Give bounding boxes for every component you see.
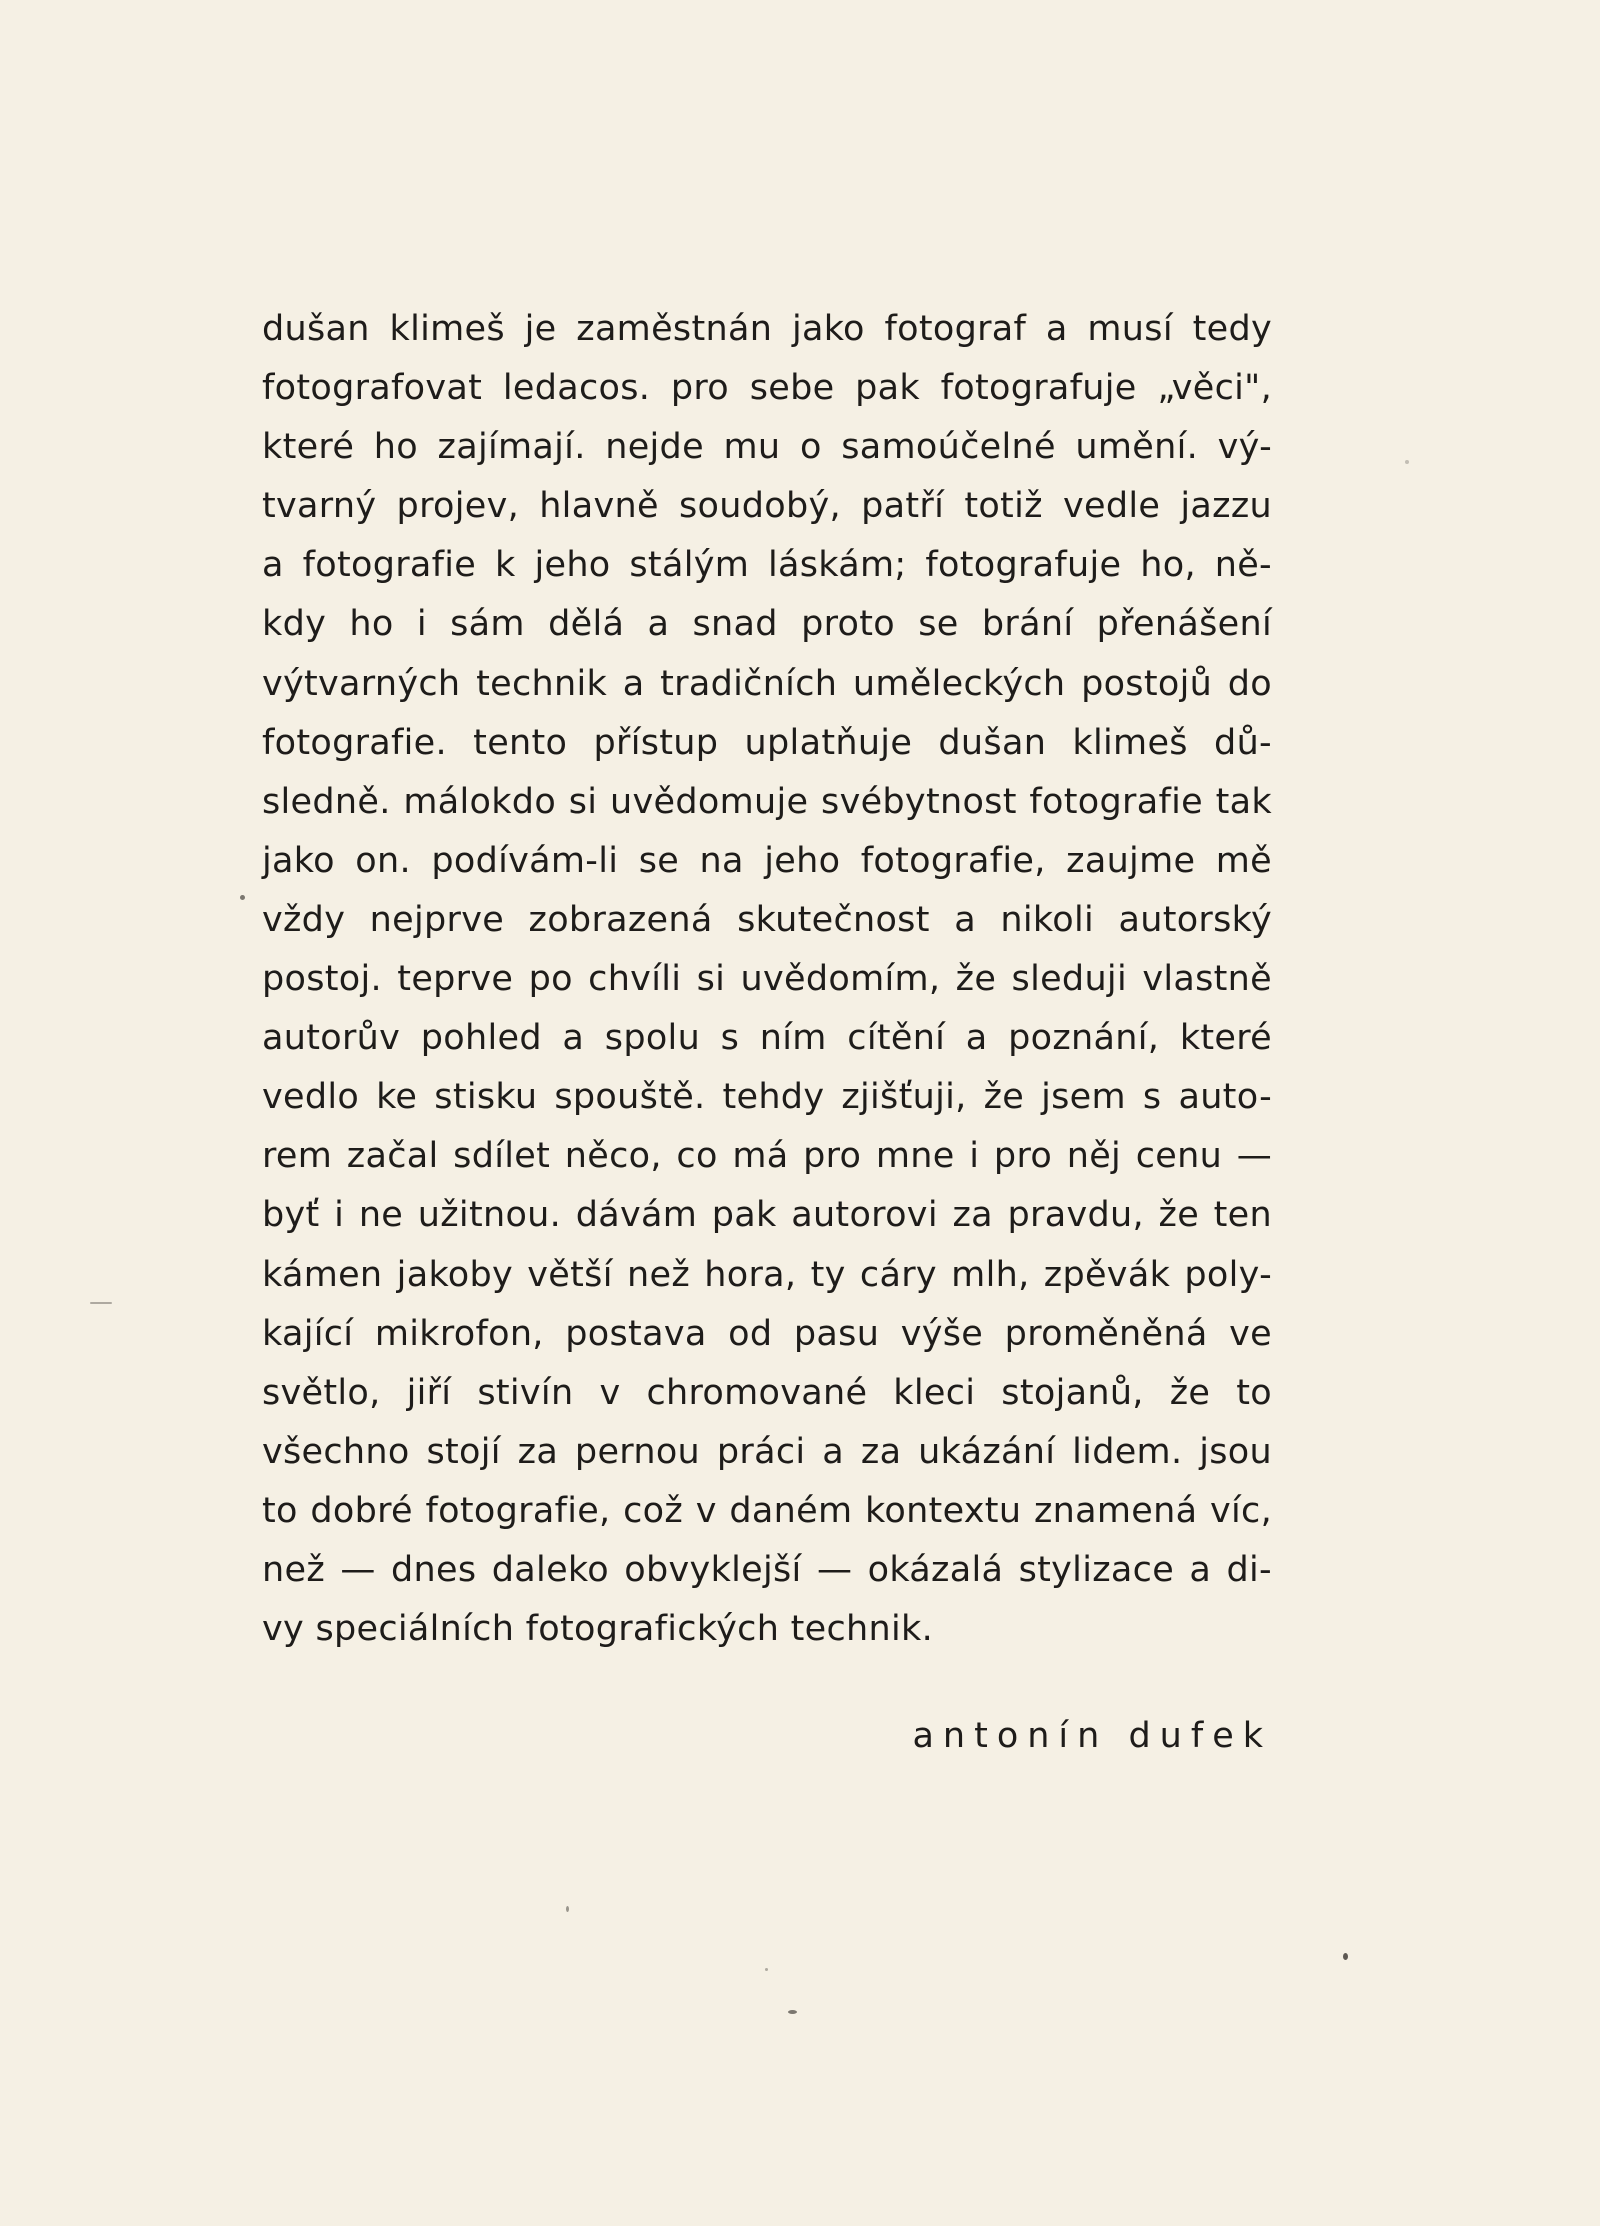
text-line: byť i ne užitnou. dávám pak autorovi za pravdu, že ten <box>262 1195 1272 1236</box>
text-line: kdy ho i sám dělá a snad proto se brání přenášení <box>262 604 1272 645</box>
paper-speck <box>90 1302 112 1304</box>
paper-speck <box>788 2010 797 2014</box>
text-line: kající mikrofon, postava od pasu výše proměněná ve <box>262 1313 1272 1354</box>
text-line: vy speciálních fotografických technik. <box>262 1609 934 1650</box>
essay-paragraph <box>262 300 1272 1659</box>
text-line: autorův pohled a spolu s ním cítění a poznání, které <box>262 1018 1272 1059</box>
text-line: postoj. teprve po chvíli si uvědomím, že sleduji vlastně <box>262 959 1272 1000</box>
text-line: jako on. podívám-li se na jeho fotografie, zaujme mě <box>262 840 1272 881</box>
text-line: sledně. málokdo si uvědomuje svébytnost fotografie tak <box>262 781 1272 822</box>
text-line: rem začal sdílet něco, co má pro mne i pro něj cenu — <box>262 1136 1272 1177</box>
paper-speck <box>566 1906 569 1912</box>
text-line: než — dnes daleko obvyklejší — okázalá stylizace a di- <box>262 1549 1272 1590</box>
text-line: kámen jakoby větší než hora, ty cáry mlh, zpěvák poly- <box>262 1254 1272 1295</box>
text-line: všechno stojí za pernou práci a za ukázání lidem. jsou <box>262 1431 1272 1472</box>
text-line: a fotografie k jeho stálým láskám; fotografuje ho, ně- <box>262 545 1272 586</box>
text-line: které ho zajímají. nejde mu o samoúčelné umění. vý- <box>262 427 1272 468</box>
paper-speck <box>1405 460 1409 464</box>
paper-speck <box>1343 1953 1348 1960</box>
text-line: dušan klimeš je zaměstnán jako fotograf a musí tedy <box>262 309 1272 349</box>
text-line: vždy nejprve zobrazená skutečnost a nikoli autorský <box>262 899 1272 940</box>
text-line: světlo, jiří stivín v chromované kleci stojanů, že to <box>262 1372 1272 1413</box>
text-line: výtvarných technik a tradičních uměleckých postojů do <box>262 663 1272 704</box>
paper-speck <box>240 895 245 900</box>
paper-speck <box>765 1968 768 1971</box>
author-signature: antonín dufek <box>912 1716 1272 1756</box>
text-line: vedlo ke stisku spouště. tehdy zjišťuji, že jsem s auto- <box>262 1077 1272 1118</box>
text-line: fotografie. tento přístup uplatňuje dušan klimeš dů- <box>262 722 1272 763</box>
text-line: fotografovat ledacos. pro sebe pak fotografuje „věci", <box>262 368 1272 409</box>
text-line: tvarný projev, hlavně soudobý, patří totiž vedle jazzu <box>262 486 1272 527</box>
text-line: to dobré fotografie, což v daném kontextu znamená víc, <box>262 1490 1272 1531</box>
